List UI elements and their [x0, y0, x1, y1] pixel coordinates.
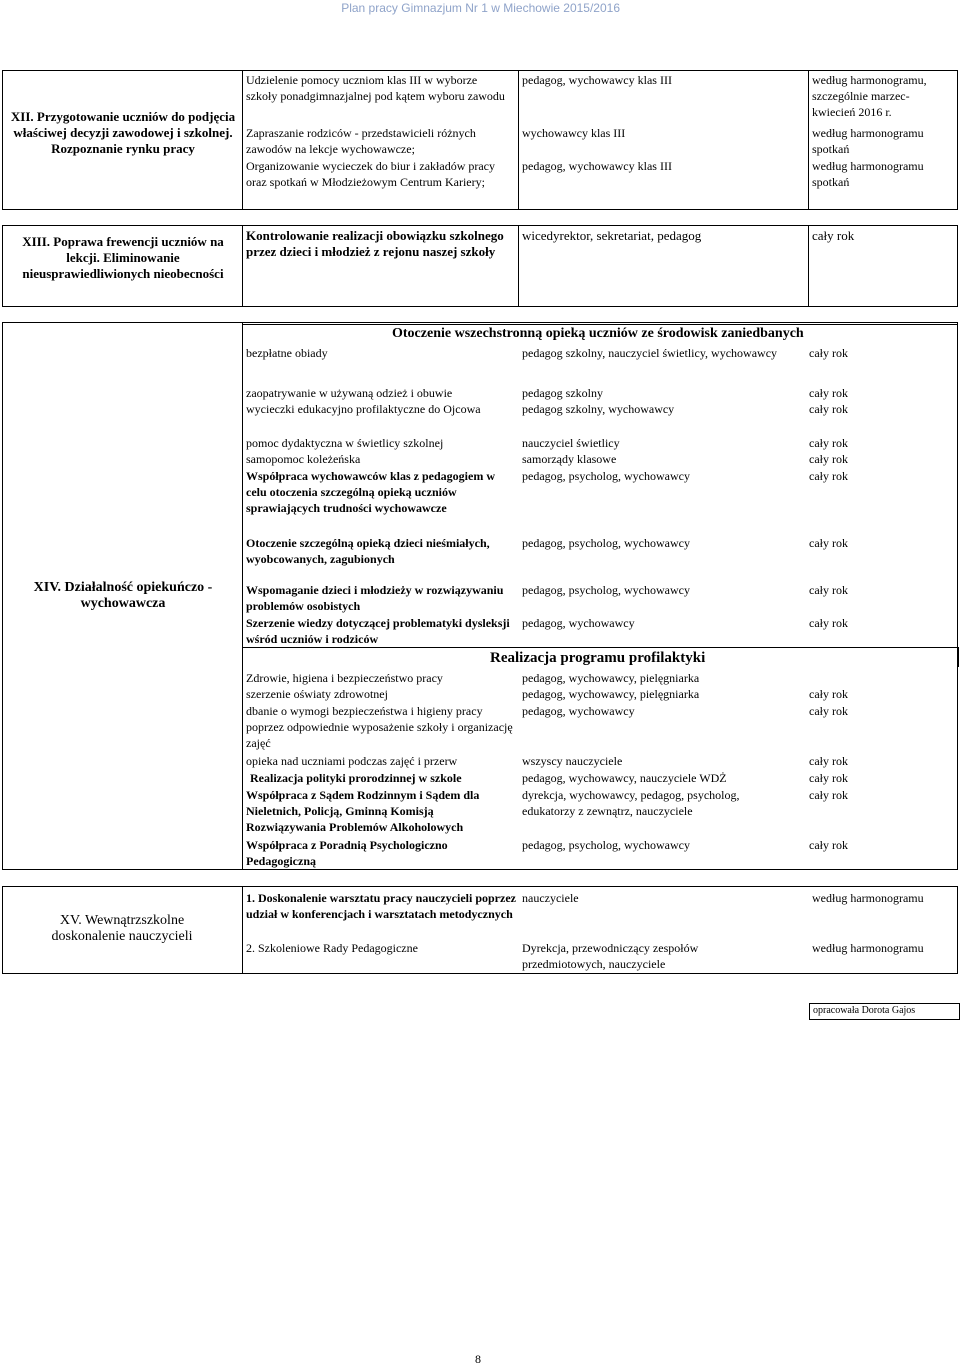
- xiv-who-10: pedagog, wychowawcy, pielęgniarka: [522, 671, 700, 685]
- xiv-task-14: Realizacja polityki prorodzinnej w szkole: [250, 771, 462, 785]
- xiii-task: Kontrolowanie realizacji obowiązku szkolnego przez dzieci i młodzież z rejonu naszej szkoły: [246, 228, 504, 259]
- xii-task-1: Udzielenie pomocy uczniom klas III w wyborze szkoły ponadgimnazjalnej pod kątem wyboru zawodu: [246, 73, 505, 103]
- page-number: 8: [475, 1352, 481, 1366]
- xiv-task-11: szerzenie oświaty zdrowotnej: [246, 687, 388, 701]
- header-title: Plan pracy Gimnazjum Nr 1 w Miechowie 2015/2016: [341, 1, 620, 15]
- xiv-when-16: cały rok: [809, 838, 848, 852]
- section-xii-title: XII. Przygotowanie uczniów do podjęcia właściwej decyzji zawodowej i szkolnej. Rozpoznanie rynku pracy: [10, 109, 236, 156]
- xii-when-1: według harmonogramu, szczególnie marzec- kwiecień 2016 r.: [812, 73, 927, 119]
- xiv-who-9: pedagog, wychowawcy: [522, 616, 635, 630]
- xiv-task-8: Wspomaganie dzieci i młodzieży w rozwiązywaniu problemów osobistych: [246, 583, 504, 613]
- page-header: [0, 0, 960, 14]
- xv-when-1: według harmonogramu: [812, 891, 924, 905]
- xiv-task-13: opieka nad uczniami podczas zajęć i przerw: [246, 754, 458, 768]
- xiv-who-13: wszyscy nauczyciele: [522, 754, 623, 768]
- xiv-task-9: Szerzenie wiedzy dotyczącej problematyki dysleksji wśród uczniów i rodziców: [246, 616, 510, 646]
- xiv-task-10: Zdrowie, higiena i bezpieczeństwo pracy: [246, 671, 443, 685]
- xiv-who-3: pedagog szkolny, wychowawcy: [522, 402, 675, 416]
- xiv-when-13: cały rok: [809, 754, 848, 768]
- xiv-who-12: pedagog, wychowawcy: [522, 704, 635, 718]
- xii-when-3: według harmonogramu spotkań: [812, 159, 924, 189]
- xiv-when-1: cały rok: [809, 346, 848, 360]
- xv-when-2: według harmonogramu: [812, 941, 924, 955]
- xiv-when-5: cały rok: [809, 452, 848, 466]
- xiv-task-7: Otoczenie szczególną opieką dzieci nieśmiałych, wyobcowanych, zagubionych: [246, 536, 490, 566]
- xv-task-2: 2. Szkoleniowe Rady Pedagogiczne: [246, 941, 418, 955]
- xiii-who: wicedyrektor, sekretariat, pedagog: [522, 228, 702, 243]
- signature: opracowała Dorota Gajos: [813, 1005, 916, 1016]
- xiv-when-7: cały rok: [809, 536, 848, 550]
- xiv-when-15: cały rok: [809, 788, 848, 802]
- xiv-task-3: wycieczki edukacyjno profilaktyczne do Ojcowa: [246, 402, 481, 416]
- xiv-task-4: pomoc dydaktyczna w świetlicy szkolnej: [246, 436, 444, 450]
- xiv-when-4: cały rok: [809, 436, 848, 450]
- xiv-who-1: pedagog szkolny, nauczyciel świetlicy, wychowawcy: [522, 346, 778, 360]
- xiv-when-6: cały rok: [809, 469, 848, 483]
- xii-when-2: według harmonogramu spotkań: [812, 126, 924, 156]
- xiv-who-6: pedagog, psycholog, wychowawcy: [522, 469, 690, 483]
- xiv-task-16: Współpraca z Poradnią Psychologiczno Pedagogiczną: [246, 838, 448, 868]
- xiv-task-5: samopomoc koleżeńska: [246, 452, 361, 466]
- xiv-when-2: cały rok: [809, 386, 848, 400]
- xiv-task-2: zaopatrywanie w używaną odzież i obuwie: [246, 386, 453, 400]
- xiv-when-3: cały rok: [809, 402, 848, 416]
- xii-who-3: pedagog, wychowawcy klas III: [522, 159, 672, 173]
- section-xiv-title: XIV. Działalność opiekuńczo - wychowawcza: [33, 580, 213, 611]
- xiv-who-15: dyrekcja, wychowawcy, pedagog, psycholog, edukatorzy z zewnątrz, nauczyciele: [522, 788, 740, 818]
- xiv-who-11: pedagog, wychowawcy, pielęgniarka: [522, 687, 700, 701]
- xiv-who-8: pedagog, psycholog, wychowawcy: [522, 583, 690, 597]
- xii-who-2: wychowawcy klas III: [522, 126, 626, 140]
- xii-task-2: Zapraszanie rodziców - przedstawicieli różnych zawodów na lekcje wychowawcze;: [246, 126, 476, 156]
- xiii-when: cały rok: [812, 228, 855, 243]
- xiv-when-12: cały rok: [809, 704, 848, 718]
- xv-task-1: 1. Doskonalenie warsztatu pracy nauczycieli poprzez udział w konferencjach i warsztatach metodycznych: [246, 891, 516, 921]
- xii-task-3: Organizowanie wycieczek do biur i zakładów pracy oraz spotkań w Młodzieżowym Centrum Kariery;: [246, 159, 496, 189]
- xv-who-2: Dyrekcja, przewodniczący zespołów przedmiotowych, nauczyciele: [522, 941, 699, 971]
- xiv-task-15: Współpraca z Sądem Rodzinnym i Sądem dla Nieletnich, Policją, Gminną Komisją Rozwiązywania Problemów Alkoholowych: [246, 788, 480, 834]
- xiv-task-6: Współpraca wychowawców klas z pedagogiem w celu otoczenia szczególną opieką uczniów sprawiających trudności wychowawcze: [246, 469, 495, 515]
- xiv-when-11: cały rok: [809, 687, 848, 701]
- xv-who-1: nauczyciele: [522, 891, 579, 905]
- xiv-when-9: cały rok: [809, 616, 848, 630]
- xiv-when-8: cały rok: [809, 583, 848, 597]
- xiv-heading-1: Otoczenie wszechstronną opieką uczniów ze środowisk zaniedbanych: [392, 326, 804, 341]
- xiv-task-1: bezpłatne obiady: [246, 346, 328, 360]
- xiv-who-5: samorządy klasowe: [522, 452, 617, 466]
- xiv-who-7: pedagog, psycholog, wychowawcy: [522, 536, 690, 550]
- xiv-heading-2: Realizacja programu profilaktyki: [490, 650, 706, 666]
- xiv-who-14: pedagog, wychowawcy, nauczyciele WDŻ: [522, 771, 727, 785]
- section-xiii-title: XIII. Poprawa frewencji uczniów na lekcji. Eliminowanie nieusprawiedliwionych nieobecności: [22, 234, 224, 281]
- xii-who-1: pedagog, wychowawcy klas III: [522, 73, 672, 87]
- xiv-task-12: dbanie o wymogi bezpieczeństwa i higieny pracy poprzez odpowiednie wyposażenie szkoły i organizację zajęć: [246, 704, 513, 750]
- section-xv-title: XV. Wewnątrzszkolne doskonalenie nauczycieli: [51, 913, 193, 944]
- xiv-when-14: cały rok: [809, 771, 848, 785]
- xiv-who-4: nauczyciel świetlicy: [522, 436, 620, 450]
- xiv-who-16: pedagog, psycholog, wychowawcy: [522, 838, 690, 852]
- xiv-who-2: pedagog szkolny: [522, 386, 603, 400]
